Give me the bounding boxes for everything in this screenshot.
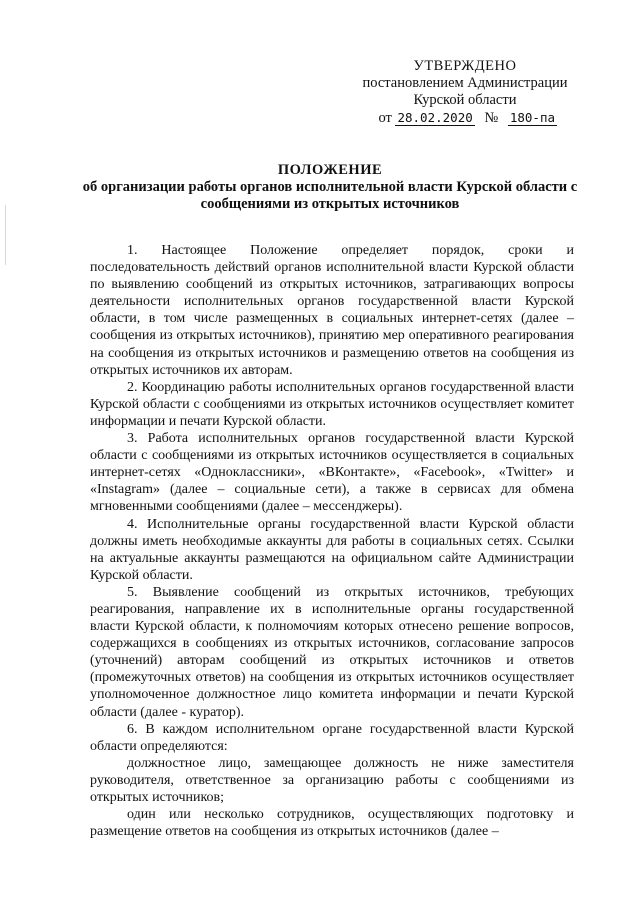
scan-margin-mark	[5, 205, 6, 265]
paragraph-3: 3. Работа исполнительных органов государственной власти Курской области с сообщениями из открытых источников осуществляется в социальных интернет-сетях «Одноклассники», «ВКонтакте», «Facebook», «Twitter» и «Instagram» (далее – социальные сети), а также в сервисах для обмена мгновенными сообщениями (далее – мессенджеры).	[90, 431, 574, 515]
document-subtitle: об организации работы органов исполнительной власти Курской области с сообщениями из открытых источников	[82, 179, 578, 212]
paragraph-6: 6. В каждом исполнительном органе государственной власти Курской области определяются:	[90, 721, 574, 754]
approval-date: 28.02.2020	[397, 110, 473, 125]
paragraph-4: 4. Исполнительные органы государственной власти Курской области должны иметь необходимые аккаунты для работы в социальных сетях. Ссылки на актуальные аккаунты размещаются на официальном сайте Администрации Курской области.	[90, 516, 574, 583]
paragraph-5: 5. Выявление сообщений из открытых источников, требующих реагирования, направление их в исполнительные органы государственной власти Курской области, к полномочиям которых отнесено решение вопросов, содержащихся в сообщениях из открытых источников, согласование запросов (уточнений) авторам сообщений из открытых источников и ответов (промежуточных ответов) на сообщения из открытых источников осуществляет уполномоченное должностное лицо комитета информации и печати Курской области (далее - куратор).	[90, 584, 574, 720]
paragraph-2: 2. Координацию работы исполнительных органов государственной власти Курской области с сообщениями из открытых источников осуществляет комитет информации и печати Курской области.	[90, 379, 574, 429]
approval-line-region: Курской области	[413, 92, 517, 108]
number-sign: №	[484, 110, 499, 126]
date-prefix: от	[378, 110, 392, 126]
approval-stamp-block	[345, 58, 585, 127]
document-title: ПОЛОЖЕНИЕ	[277, 162, 383, 178]
approval-line-decree: постановлением Администрации	[362, 75, 568, 91]
paragraph-6-item-staff: один или несколько сотрудников, осуществляющих подготовку и размещение ответов на сообщения из открытых источников (далее –	[90, 807, 574, 840]
approval-date-line	[345, 109, 585, 127]
paragraph-1: 1. Настоящее Положение определяет порядок, сроки и последовательность действий органов исполнительной власти Курской области по выявлению сообщений из открытых источников, затрагивающих вопросы деятельности исполнительных органов государственной власти Курской области, в том числе размещенных в социальных интернет-сетях (далее – сообщения из открытых источников), принятию мер оперативного реагирования на сообщения из открытых источников и размещению ответов на сообщения из открытых источников их авторам.	[90, 243, 574, 378]
document-title-block	[80, 162, 580, 213]
approval-heading: УТВЕРЖДЕНО	[413, 58, 517, 74]
decree-number: 180-па	[509, 110, 555, 125]
document-body	[90, 242, 574, 840]
paragraph-6-item-official: должностное лицо, замещающее должность не ниже заместителя руководителя, ответственное за организацию работы с сообщениями из открытых источников;	[90, 755, 574, 805]
